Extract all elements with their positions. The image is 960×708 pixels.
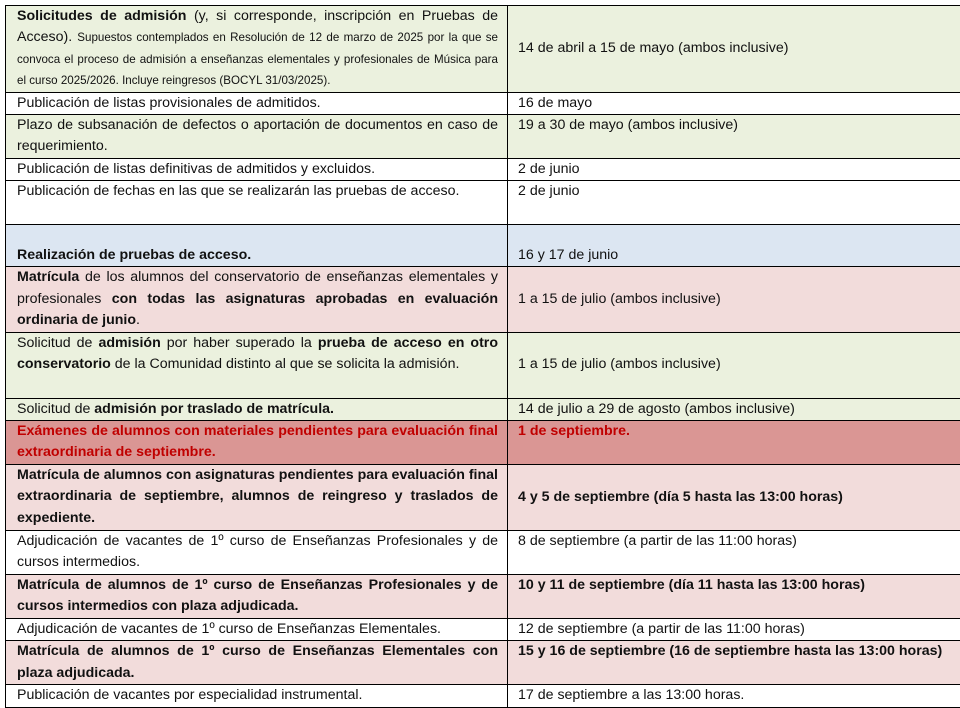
activity-text: Matrícula de alumnos con asignaturas pendientes para evaluación final extraordinaria de septiembre, alumnos de reingreso y traslados de expediente. xyxy=(17,467,498,526)
date-text: 12 de septiembre (a partir de las 11:00 horas) xyxy=(518,621,805,637)
activity-text: . xyxy=(136,312,140,328)
activity-text: Publicación de fechas en las que se realizarán las pruebas de acceso. xyxy=(17,183,459,199)
activity-cell xyxy=(6,531,508,575)
date-text: 4 y 5 de septiembre (día 5 hasta las 13:00 horas) xyxy=(518,489,843,505)
date-cell xyxy=(508,159,960,181)
activity-text: de la Comunidad distinto al que se solicita la admisión. xyxy=(111,356,460,372)
date-text: 8 de septiembre (a partir de las 11:00 horas) xyxy=(518,533,797,549)
date-cell xyxy=(508,6,960,93)
table-row xyxy=(6,421,960,465)
date-text: 16 de mayo xyxy=(518,95,592,111)
activity-text: Solicitud de xyxy=(17,401,94,417)
activity-text: Supuestos contemplados en Resolución de 12 de marzo de 2025 por la que se convoca el proceso de admisión a enseñanzas elementales y profesionales de Música para el curso 2025/2026. Incluye reingresos (BOCYL 31/03/2025). xyxy=(17,31,498,87)
date-cell xyxy=(508,421,960,465)
activity-text: por haber superado la xyxy=(161,335,318,351)
activity-text: (y, si corresponde, inscripción en Pruebas de Acceso). xyxy=(17,8,498,45)
table-row xyxy=(6,575,960,619)
activity-text: Adjudicación de vacantes de 1º curso de Enseñanzas Profesionales y de cursos intermedios. xyxy=(17,533,498,570)
table-row xyxy=(6,641,960,685)
date-text: 17 de septiembre a las 13:00 horas. xyxy=(518,687,744,703)
activity-text: Matrícula de alumnos de 1º curso de Enseñanzas Elementales con plaza adjudicada. xyxy=(17,643,498,680)
table-row xyxy=(6,619,960,641)
table-row xyxy=(6,225,960,267)
table-row xyxy=(6,531,960,575)
activity-text: Matrícula de alumnos de 1º curso de Enseñanzas Profesionales y de cursos intermedios con plaza adjudicada. xyxy=(17,577,498,614)
date-text: 1 a 15 de julio (ambos inclusive) xyxy=(518,356,721,372)
activity-text: Publicación de listas definitivas de admitidos y excluidos. xyxy=(17,161,375,177)
activity-cell xyxy=(6,181,508,225)
activity-text: admisión por traslado de matrícula. xyxy=(94,401,334,417)
activity-cell xyxy=(6,115,508,159)
activity-cell xyxy=(6,619,508,641)
date-cell xyxy=(508,641,960,685)
date-text: 15 y 16 de septiembre (16 de septiembre hasta las 13:00 horas) xyxy=(518,643,942,659)
activity-cell xyxy=(6,685,508,707)
date-cell xyxy=(508,531,960,575)
date-cell xyxy=(508,465,960,531)
date-text: 14 de julio a 29 de agosto (ambos inclusive) xyxy=(518,401,795,417)
date-cell xyxy=(508,398,960,420)
activity-cell xyxy=(6,575,508,619)
date-cell xyxy=(508,332,960,398)
calendar-table-body xyxy=(6,6,960,708)
date-cell xyxy=(508,92,960,114)
activity-cell xyxy=(6,421,508,465)
date-text: 19 a 30 de mayo (ambos inclusive) xyxy=(518,117,738,133)
table-row xyxy=(6,159,960,181)
table-row xyxy=(6,685,960,707)
date-text: 16 y 17 de junio xyxy=(518,247,618,263)
activity-cell xyxy=(6,92,508,114)
date-cell xyxy=(508,181,960,225)
date-cell xyxy=(508,685,960,707)
activity-cell xyxy=(6,225,508,267)
table-row xyxy=(6,332,960,398)
activity-text: Exámenes de alumnos con materiales pendientes para evaluación final extraordinaria de septiembre. xyxy=(17,423,498,460)
activity-cell xyxy=(6,641,508,685)
activity-text: Adjudicación de vacantes de 1º curso de Enseñanzas Elementales. xyxy=(17,621,441,637)
table-row xyxy=(6,465,960,531)
table-row xyxy=(6,398,960,420)
activity-text: con todas las asignaturas aprobadas en evaluación ordinaria de junio xyxy=(17,291,498,328)
activity-text: Matrícula xyxy=(17,269,79,285)
table-row xyxy=(6,6,960,93)
activity-cell xyxy=(6,159,508,181)
activity-text: Solicitudes de admisión xyxy=(17,8,186,24)
date-text: 14 de abril a 15 de mayo (ambos inclusive) xyxy=(518,40,789,56)
activity-text: Realización de pruebas de acceso. xyxy=(17,247,251,263)
activity-text: prueba de acceso en otro conservatorio xyxy=(17,335,498,372)
date-cell xyxy=(508,619,960,641)
activity-cell xyxy=(6,398,508,420)
table-row xyxy=(6,267,960,332)
date-text: 1 de septiembre. xyxy=(518,423,630,439)
date-text: 2 de junio xyxy=(518,161,580,177)
date-text: 2 de junio xyxy=(518,183,580,199)
date-cell xyxy=(508,267,960,332)
activity-cell xyxy=(6,332,508,398)
activity-text: Publicación de listas provisionales de admitidos. xyxy=(17,95,321,111)
date-cell xyxy=(508,225,960,267)
table-row xyxy=(6,181,960,225)
activity-text: Publicación de vacantes por especialidad instrumental. xyxy=(17,687,362,703)
activity-cell xyxy=(6,465,508,531)
activity-text: Plazo de subsanación de defectos o aportación de documentos en caso de requerimiento. xyxy=(17,117,498,154)
date-text: 1 a 15 de julio (ambos inclusive) xyxy=(518,291,721,307)
activity-text: admisión xyxy=(98,335,160,351)
activity-cell xyxy=(6,267,508,332)
activity-cell xyxy=(6,6,508,93)
date-cell xyxy=(508,575,960,619)
table-row xyxy=(6,115,960,159)
date-text: 10 y 11 de septiembre (día 11 hasta las 13:00 horas) xyxy=(518,577,865,593)
table-row xyxy=(6,92,960,114)
date-cell xyxy=(508,115,960,159)
activity-text: de los alumnos del conservatorio de enseñanzas elementales y profesionales xyxy=(17,269,498,306)
activity-text: Solicitud de xyxy=(17,335,98,351)
calendar-table xyxy=(5,5,960,708)
